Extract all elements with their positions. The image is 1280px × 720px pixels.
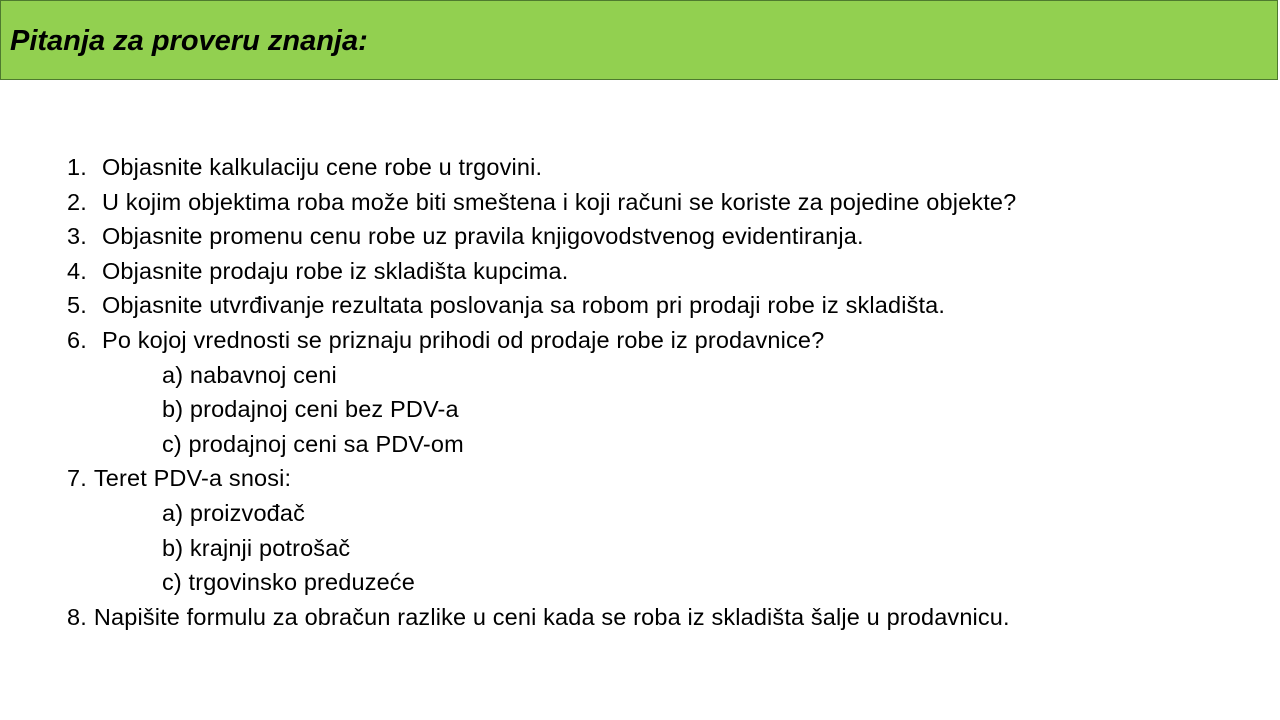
question-text: Teret PDV-a snosi: bbox=[93, 465, 292, 492]
question-number: 4. bbox=[67, 257, 87, 284]
answer-option: c) trgovinsko preduzeće bbox=[162, 569, 415, 596]
question-number: 3. bbox=[67, 223, 87, 250]
question-item bbox=[67, 600, 1247, 635]
question-text: Objasnite prodaju robe iz skladišta kupcima. bbox=[102, 257, 569, 284]
answer-option: b) krajnji potrošač bbox=[162, 534, 351, 561]
question-item bbox=[67, 323, 1247, 358]
answer-option: a) proizvođač bbox=[162, 499, 306, 526]
question-number: 1. bbox=[67, 154, 87, 180]
question-item bbox=[67, 219, 1247, 254]
question-list bbox=[67, 150, 1247, 634]
question-number: 7. bbox=[67, 465, 87, 492]
question-number: 6. bbox=[67, 326, 87, 353]
question-item bbox=[67, 461, 1247, 496]
title-bar bbox=[0, 0, 1278, 80]
question-item bbox=[67, 288, 1247, 323]
question-text: Objasnite kalkulaciju cene robe u trgovini. bbox=[102, 154, 543, 180]
question-number: 8. bbox=[67, 603, 87, 630]
question-text: Objasnite promenu cenu robe uz pravila knjigovodstvenog evidentiranja. bbox=[102, 223, 864, 250]
question-number: 5. bbox=[67, 292, 87, 319]
slide-title: Pitanja za proveru znanja: bbox=[10, 25, 368, 57]
question-item bbox=[67, 150, 1247, 185]
answer-option: c) prodajnoj ceni sa PDV-om bbox=[162, 430, 464, 457]
answer-option: a) nabavnoj ceni bbox=[162, 361, 337, 388]
question-text: Objasnite utvrđivanje rezultata poslovanja sa robom pri prodaji robe iz skladišta. bbox=[102, 292, 946, 319]
question-number: 2. bbox=[67, 188, 87, 215]
question-item bbox=[67, 254, 1247, 289]
question-text: U kojim objektima roba može biti smeštena i koji računi se koriste za pojedine objekte? bbox=[102, 188, 1017, 215]
question-item bbox=[67, 185, 1247, 220]
question-text: Po kojoj vrednosti se priznaju prihodi od prodaje robe iz prodavnice? bbox=[102, 326, 825, 353]
answer-option: b) prodajnoj ceni bez PDV-a bbox=[162, 396, 459, 423]
question-text: Napišite formulu za obračun razlike u ceni kada se roba iz skladišta šalje u prodavnicu. bbox=[93, 603, 1010, 630]
